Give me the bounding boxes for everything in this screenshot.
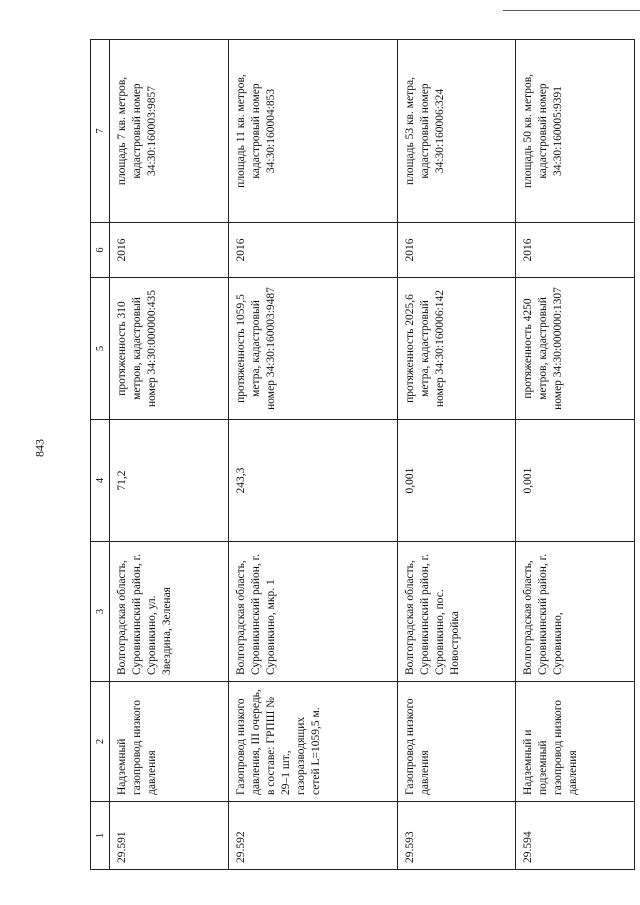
object-name: Надземный и подземный газопровод низкого давления <box>516 682 635 802</box>
object-year: 2016 <box>228 223 397 278</box>
header-cell-2: 2 <box>91 682 110 802</box>
object-name: Газопровод низкого давления, III очередь, в составе: ГРПШ № 29–1 шт., газоразводящих сетей L=1059,5 м. <box>228 682 397 802</box>
header-cell-5: 5 <box>91 278 110 420</box>
object-extent: протяженность 4250 метров, кадастровый номер 34:30:000000:1307 <box>516 278 635 420</box>
table-row <box>110 40 229 870</box>
object-year: 2016 <box>110 223 229 278</box>
header-cell-4: 4 <box>91 420 110 542</box>
object-area: площадь 7 кв. метров, кадастровый номер 34:30:160003:9857 <box>110 40 229 223</box>
object-address: Волгоградская область, Суровикинский район, г. Суровикино, мкр. 1 <box>228 542 397 682</box>
object-area: площадь 53 кв. метра, кадастровый номер 34:30:160006:324 <box>397 40 516 223</box>
object-value: 71,2 <box>110 420 229 542</box>
top-rule <box>503 10 640 11</box>
row-number: 29.591 <box>110 802 229 870</box>
object-address: Волгоградская область, Суровикинский район, г. Суровикино, пос. Новостройка <box>397 542 516 682</box>
object-value: 0,001 <box>516 420 635 542</box>
object-extent: протяженность 1059,5 метра, кадастровый номер 34:30:160003:9487 <box>228 278 397 420</box>
registry-table <box>90 39 635 870</box>
object-area: площадь 50 кв. метров, кадастровый номер 34:30:160005:9391 <box>516 40 635 223</box>
object-extent: протяженность 310 метров, кадастровый номер 34:30:000000:435 <box>110 278 229 420</box>
header-cell-1: 1 <box>91 802 110 870</box>
object-extent: протяженность 2025,6 метра, кадастровый номер 34:30:160006:142 <box>397 278 516 420</box>
table-row <box>397 40 516 870</box>
header-row <box>91 40 110 870</box>
object-area: площадь 11 кв. метров, кадастровый номер 34:30:160004:853 <box>228 40 397 223</box>
object-name: Газопровод низкого давления <box>397 682 516 802</box>
header-cell-6: 6 <box>91 223 110 278</box>
object-value: 243,3 <box>228 420 397 542</box>
object-name: Надземный газопровод низкого давления <box>110 682 229 802</box>
object-year: 2016 <box>397 223 516 278</box>
object-year: 2016 <box>516 223 635 278</box>
header-cell-3: 3 <box>91 542 110 682</box>
row-number: 29.592 <box>228 802 397 870</box>
table-row <box>516 40 635 870</box>
object-value: 0,001 <box>397 420 516 542</box>
row-number: 29.594 <box>516 802 635 870</box>
object-address: Волгоградская область, Суровикинский район, г. Суровикино, ул. Звездина, Зеленая <box>110 542 229 682</box>
page-number: 843 <box>32 439 47 457</box>
object-address: Волгоградская область, Суровикинский район, г. Суровикино, <box>516 542 635 682</box>
row-number: 29.593 <box>397 802 516 870</box>
header-cell-7: 7 <box>91 40 110 223</box>
rotated-table-container <box>90 40 635 870</box>
table-row <box>228 40 397 870</box>
